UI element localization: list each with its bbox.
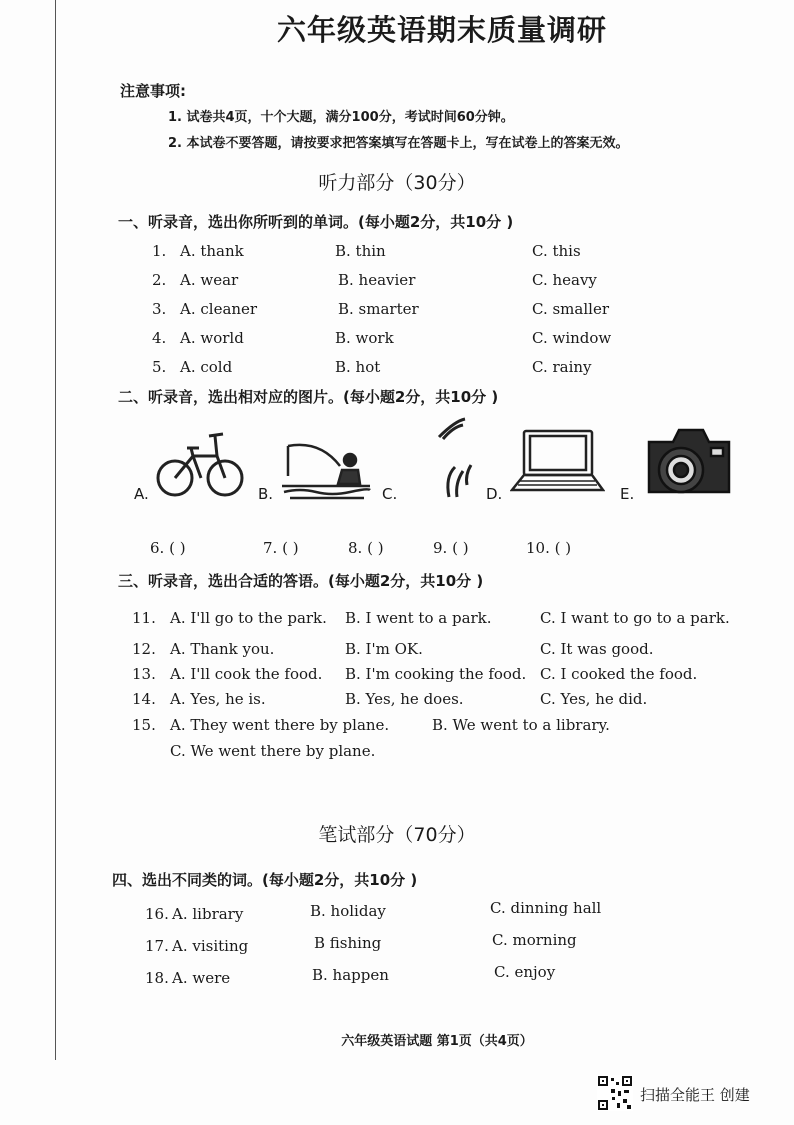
option-b: B. work bbox=[335, 329, 394, 347]
option-b: B. holiday bbox=[310, 902, 386, 920]
page-footer: 六年级英语试题 第1页（共4页） bbox=[341, 1034, 533, 1049]
scanner-watermark-text: 扫描全能王 创建 bbox=[640, 1086, 750, 1104]
option-c: C. enjoy bbox=[494, 963, 556, 981]
answer-blank[interactable]: 8. ( ) bbox=[348, 539, 384, 557]
option-c: C. this bbox=[532, 242, 581, 260]
section-4-heading: 四、选出不同类的词。(每小题2分，共10分 ) bbox=[112, 871, 418, 889]
written-part-title: 笔试部分（70分） bbox=[318, 824, 476, 846]
notes-heading: 注意事项: bbox=[120, 82, 186, 100]
camera-icon bbox=[645, 418, 733, 502]
option-a: A. cold bbox=[180, 358, 233, 376]
option-b: B. I went to a park. bbox=[345, 609, 492, 627]
section-1-heading: 一、听录音，选出你所听到的单词。(每小题2分，共10分 ) bbox=[118, 213, 514, 231]
binding-margin-line bbox=[55, 0, 56, 1060]
answer-blank[interactable]: 7. ( ) bbox=[263, 539, 299, 557]
picture-label-b: B. bbox=[258, 485, 274, 503]
answer-blank[interactable]: 6. ( ) bbox=[150, 539, 186, 557]
option-c: C. smaller bbox=[532, 300, 609, 318]
qr-code-icon bbox=[597, 1075, 633, 1111]
option-c: C. dinning hall bbox=[490, 899, 602, 917]
option-a: A. I'll go to the park. bbox=[170, 609, 327, 627]
option-c: C. rainy bbox=[532, 358, 592, 376]
option-c: C. I want to go to a park. bbox=[540, 609, 730, 627]
picture-label-c: C. bbox=[382, 485, 398, 503]
option-a: A. I'll cook the food. bbox=[170, 665, 323, 683]
option-b: B. heavier bbox=[338, 271, 416, 289]
option-b: B. thin bbox=[335, 242, 386, 260]
bicycle-icon bbox=[155, 420, 245, 500]
fishing-icon bbox=[280, 440, 372, 500]
page-title: 六年级英语期末质量调研 bbox=[276, 13, 607, 47]
section-2-heading: 二、听录音，选出相对应的图片。(每小题2分，共10分 ) bbox=[118, 388, 499, 406]
option-b: B. Yes, he does. bbox=[345, 690, 464, 708]
option-a: A. wear bbox=[180, 271, 239, 289]
option-c: C. It was good. bbox=[540, 640, 654, 658]
option-a: A. library bbox=[172, 905, 244, 923]
option-a: A. visiting bbox=[172, 937, 249, 955]
option-a: A. world bbox=[180, 329, 244, 347]
option-a: A. Yes, he is. bbox=[170, 690, 266, 708]
picture-label-e: E. bbox=[620, 485, 635, 503]
option-b: B fishing bbox=[314, 934, 382, 952]
answer-blank[interactable]: 9. ( ) bbox=[433, 539, 469, 557]
ice-skate-icon bbox=[425, 415, 485, 505]
option-c: C. Yes, he did. bbox=[540, 690, 648, 708]
laptop-icon bbox=[510, 428, 605, 498]
option-b: B. smarter bbox=[338, 300, 419, 318]
answer-blank[interactable]: 10. ( ) bbox=[526, 539, 572, 557]
option-a: A. were bbox=[172, 969, 231, 987]
picture-label-d: D. bbox=[486, 485, 503, 503]
option-a: A. Thank you. bbox=[170, 640, 275, 658]
picture-label-a: A. bbox=[134, 485, 149, 503]
note-item: 2. 本试卷不要答题，请按要求把答案填写在答题卡上，写在试卷上的答案无效。 bbox=[168, 136, 629, 151]
option-b: B. hot bbox=[335, 358, 381, 376]
option-a: A. They went there by plane. bbox=[170, 716, 390, 734]
option-c: C. We went there by plane. bbox=[170, 742, 376, 760]
option-c: C. heavy bbox=[532, 271, 597, 289]
option-c: C. window bbox=[532, 329, 612, 347]
option-b: B. I'm cooking the food. bbox=[345, 665, 527, 683]
option-b: B. We went to a library. bbox=[432, 716, 610, 734]
listening-part-title: 听力部分（30分） bbox=[318, 172, 476, 194]
option-c: C. morning bbox=[492, 931, 577, 949]
option-b: B. I'm OK. bbox=[345, 640, 423, 658]
section-3-heading: 三、听录音，选出合适的答语。(每小题2分，共10分 ) bbox=[118, 572, 484, 590]
option-b: B. happen bbox=[312, 966, 389, 984]
option-a: A. thank bbox=[180, 242, 244, 260]
note-item: 1. 试卷共4页，十个大题，满分100分，考试时间60分钟。 bbox=[168, 110, 514, 125]
option-c: C. I cooked the food. bbox=[540, 665, 698, 683]
option-a: A. cleaner bbox=[180, 300, 258, 318]
